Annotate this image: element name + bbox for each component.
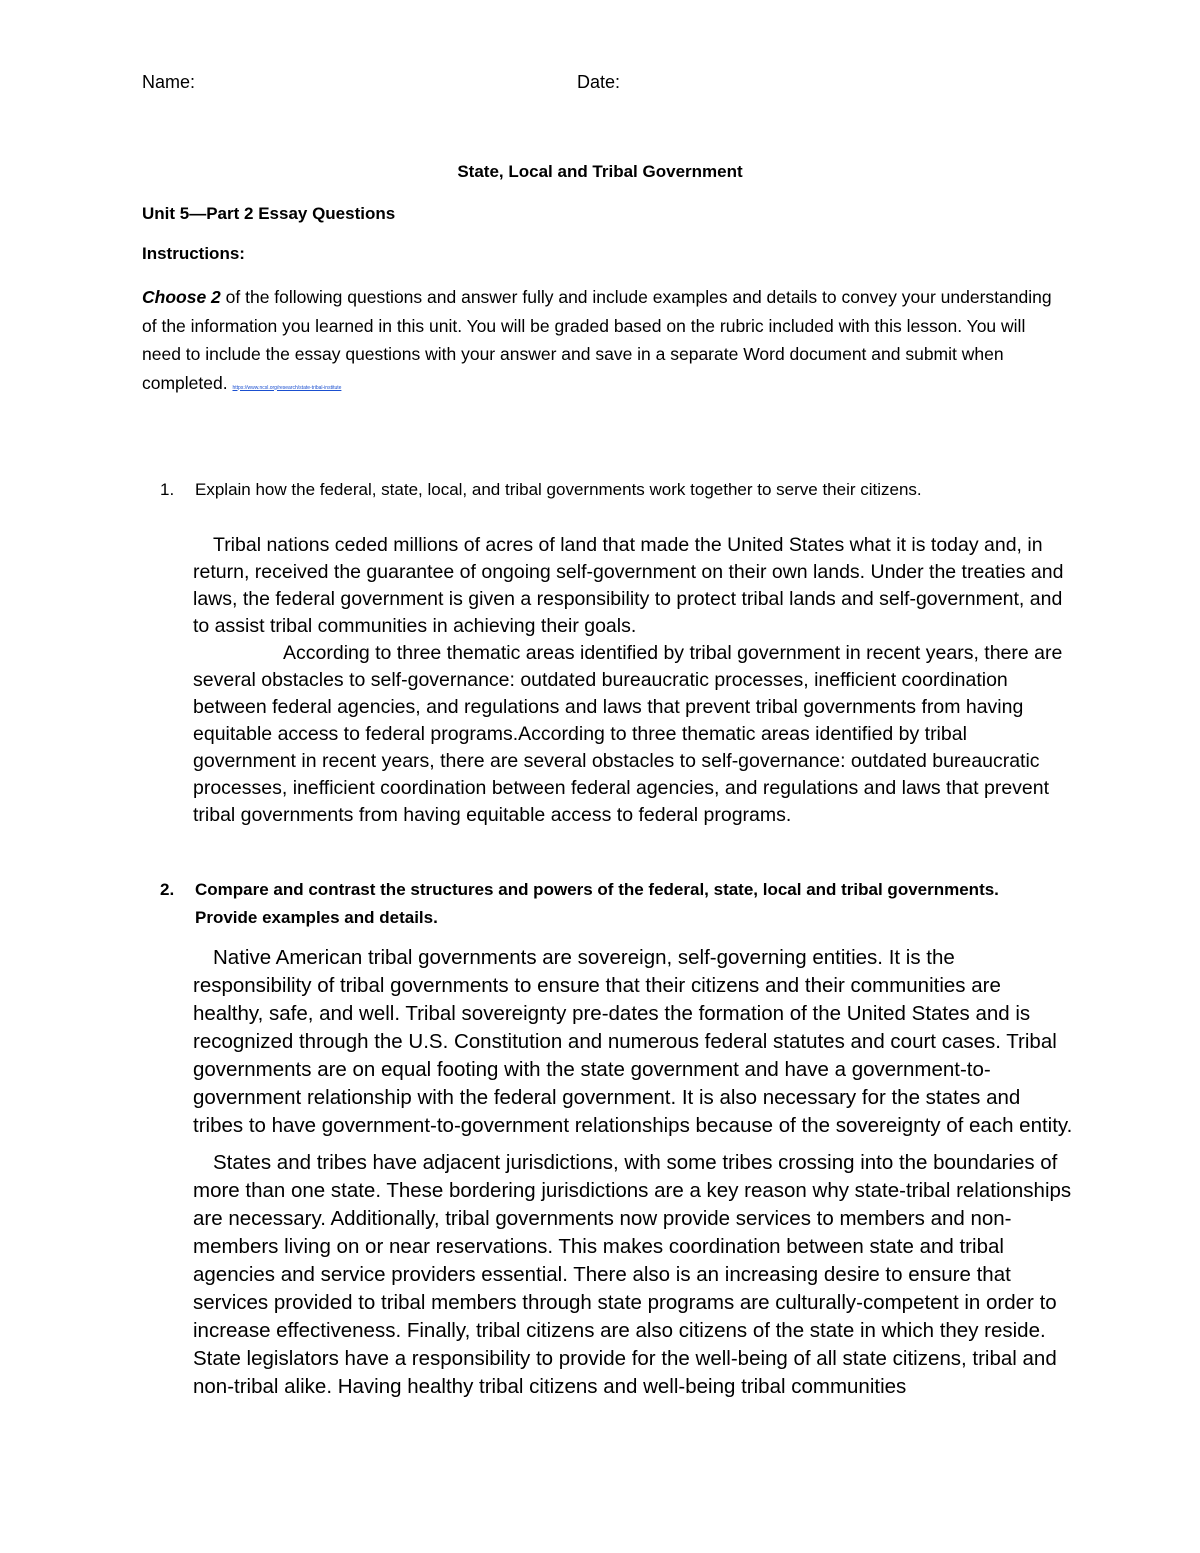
question-1 <box>160 476 1040 504</box>
answer-2-paragraph-1: Native American tribal governments are sovereign, self-governing entities. It is the responsibility of tribal governments to ensure that their citizens and their communities are healthy, safe, and well. Tribal sovereignty pre-dates the formation of the United States and is recognized through the U.S. Constitution and numerous federal statutes and court cases. Tribal governments are on equal footing with the state government and have a government-to-government relationship with the federal government. It is also necessary for the states and tribes to have government-to-government relationships because of the sovereignty of each entity. <box>193 946 1073 1137</box>
instructions-emphasis: Choose 2 <box>142 287 221 307</box>
question-number: 2. <box>160 880 175 899</box>
answer-2 <box>193 944 1073 1410</box>
question-text: Compare and contrast the structures and powers of the federal, state, local and tribal governments. Provide examples and details. <box>195 880 999 927</box>
instructions-paragraph <box>142 283 1062 402</box>
answer-1-paragraph-2: According to three thematic areas identified by tribal government in recent years, there are several obstacles to self-governance: outdated bureaucratic processes, inefficient coordination between federal agencies, and regulations and laws that prevent tribal governments from having equitable access to federal programs.According to three thematic areas identified by tribal government in recent years, there are several obstacles to self-governance: outdated bureaucratic processes, inefficient coordination between federal agencies, and regulations and laws that prevent tribal governments from having equitable access to federal programs. <box>193 642 1063 826</box>
date-label: Date: <box>577 72 621 92</box>
question-2 <box>160 876 1040 932</box>
answer-2-paragraph-2-wrap <box>193 1149 1073 1401</box>
reference-link[interactable]: https://www.ncsl.org/research/state-tribal-institute <box>232 384 342 391</box>
answer-1 <box>193 532 1073 829</box>
name-label: Name: <box>142 72 196 92</box>
question-number: 1. <box>160 480 175 499</box>
answer-2-paragraph-1-wrap <box>193 944 1073 1140</box>
instructions-text: of the following questions and answer fully and include examples and details to convey your understanding of the information you learned in this unit. You will be graded based on the rubric included with this lesson. You will need to include the essay questions with your answer and save in a separate Word document and submit when completed. <box>142 287 1052 393</box>
unit-heading: Unit 5—Part 2 Essay Questions <box>142 204 396 223</box>
question-text: Explain how the federal, state, local, and tribal governments work together to serve their citizens. <box>195 480 922 499</box>
answer-2-paragraph-2: States and tribes have adjacent jurisdictions, with some tribes crossing into the boundaries of more than one state. These bordering jurisdictions are a key reason why state-tribal relationships are necessary. Additionally, tribal governments now provide services to members and non-members living on or near reservations. This makes coordination between state and tribal agencies and service providers essential. There also is an increasing desire to ensure that services provided to tribal members through state programs are culturally-competent in order to increase effectiveness. Finally, tribal citizens are also citizens of the state in which they reside. State legislators have a responsibility to provide for the well-being of all state citizens, tribal and non-tribal alike. Having healthy tribal citizens and well-being tribal communities <box>193 1151 1072 1398</box>
document-title: State, Local and Tribal Government <box>457 162 743 181</box>
answer-1-paragraph-1: Tribal nations ceded millions of acres of land that made the United States what it is today and, in return, received the guarantee of ongoing self-government on their own lands. Under the treaties and laws, the federal government is given a responsibility to protect tribal lands and self-government, and to assist tribal communities in achieving their goals. <box>193 534 1064 637</box>
instructions-heading: Instructions: <box>142 244 245 263</box>
